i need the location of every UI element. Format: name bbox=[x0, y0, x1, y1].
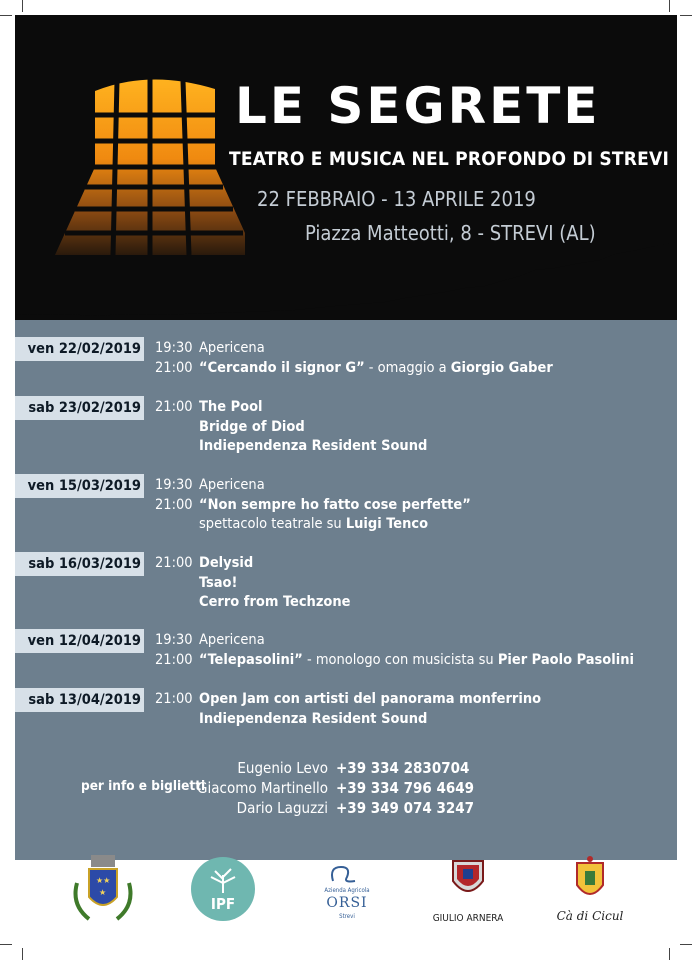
event-date: sab 13/04/2019 bbox=[15, 688, 144, 712]
event-text: Delysid bbox=[199, 555, 254, 571]
event-time: 21:00 bbox=[155, 555, 193, 571]
orsi-subtitle: Azienda Agricola bbox=[324, 887, 370, 894]
event-dates: 22 FEBBRAIO - 13 APRILE 2019 bbox=[257, 187, 536, 211]
event-time: 19:30 bbox=[155, 477, 193, 493]
event-details bbox=[199, 690, 669, 729]
event-line bbox=[199, 437, 669, 457]
event-time: 21:00 bbox=[155, 399, 193, 415]
event-date: ven 12/04/2019 bbox=[15, 629, 144, 653]
event-text: Indiependenza Resident Sound bbox=[199, 438, 428, 454]
contact-list bbox=[195, 758, 645, 818]
contact-phone: +39 334 2830704 bbox=[336, 759, 470, 777]
event-details bbox=[199, 476, 669, 535]
contact-name: Giacomo Martinello bbox=[197, 779, 328, 797]
event-line bbox=[199, 631, 669, 651]
event-time: 21:00 bbox=[155, 496, 193, 513]
tree-icon bbox=[203, 865, 243, 893]
event-text: The Pool bbox=[199, 399, 263, 415]
event-date: ven 22/02/2019 bbox=[15, 337, 144, 361]
event-line bbox=[199, 515, 669, 535]
event-text: Apericena bbox=[199, 340, 265, 356]
event-title: LE SEGRETE bbox=[235, 77, 601, 135]
crop-mark bbox=[0, 15, 12, 16]
contact-name: Dario Laguzzi bbox=[236, 799, 328, 817]
event-time: 21:00 bbox=[155, 359, 193, 376]
event-text: Pier Paolo Pasolini bbox=[497, 651, 634, 668]
event-text: - monologo con musicista su bbox=[302, 651, 498, 668]
giulio-arnera-logo bbox=[413, 857, 523, 927]
event-time: 19:30 bbox=[155, 340, 193, 356]
event-line bbox=[199, 496, 669, 516]
contact-row bbox=[195, 778, 645, 798]
svg-text:★: ★ bbox=[99, 888, 107, 897]
heraldic-crest-icon bbox=[449, 857, 487, 901]
event-text: “Non sempre ho fatto cose perfette” bbox=[199, 496, 471, 513]
crop-mark bbox=[669, 0, 670, 12]
contact-row bbox=[195, 758, 645, 778]
event-times bbox=[155, 631, 199, 670]
ipf-logo bbox=[191, 857, 255, 921]
header-band bbox=[15, 15, 677, 320]
event-line bbox=[199, 651, 669, 671]
arnera-label: GIULIO ARNERA bbox=[432, 913, 504, 924]
event-time: 21:00 bbox=[155, 691, 193, 707]
event-line bbox=[199, 398, 669, 418]
event-times bbox=[155, 554, 199, 574]
event-details bbox=[199, 398, 669, 457]
event-text: Apericena bbox=[199, 632, 265, 648]
event-line bbox=[199, 359, 669, 379]
event-times bbox=[155, 690, 199, 710]
event-text: - omaggio a bbox=[364, 359, 451, 376]
event-subtitle: TEATRO E MUSICA NEL PROFONDO DI STREVI bbox=[229, 148, 670, 170]
event-line bbox=[199, 554, 669, 574]
crop-mark bbox=[22, 948, 23, 960]
event-line bbox=[199, 339, 669, 359]
orsi-logo bbox=[315, 863, 379, 929]
event-text: spettacolo teatrale su bbox=[199, 516, 346, 532]
event-text: Luigi Tenco bbox=[345, 516, 429, 532]
event-time: 19:30 bbox=[155, 632, 193, 648]
event-text: Tsao! bbox=[199, 574, 238, 591]
strevi-coat-of-arms-logo bbox=[67, 853, 139, 925]
event-text: Indiependenza Resident Sound bbox=[199, 710, 428, 727]
crop-mark bbox=[680, 15, 692, 16]
contact-phone: +39 334 796 4649 bbox=[336, 779, 475, 797]
crop-mark bbox=[22, 0, 23, 12]
event-text: Apericena bbox=[199, 477, 265, 493]
event-details bbox=[199, 554, 669, 613]
contact-phone: +39 349 074 3247 bbox=[336, 799, 475, 817]
event-text: Giorgio Gaber bbox=[450, 359, 553, 376]
event-details bbox=[199, 631, 669, 670]
event-date: sab 23/02/2019 bbox=[15, 396, 144, 420]
event-times bbox=[155, 398, 199, 418]
crop-mark bbox=[0, 944, 12, 945]
crop-mark bbox=[680, 944, 692, 945]
poster bbox=[15, 15, 677, 945]
event-times bbox=[155, 476, 199, 515]
contact-name: Eugenio Levo bbox=[237, 759, 328, 777]
crop-mark bbox=[669, 948, 670, 960]
event-line bbox=[199, 593, 669, 613]
event-line bbox=[199, 476, 669, 496]
ca-di-cicul-logo bbox=[545, 855, 635, 929]
cicul-crest-icon bbox=[573, 855, 607, 903]
event-date: sab 16/03/2019 bbox=[15, 552, 144, 576]
info-label: per info e biglietti bbox=[81, 778, 206, 794]
orsi-mark-icon bbox=[327, 863, 361, 885]
orsi-place: Strevi bbox=[339, 913, 355, 920]
event-times bbox=[155, 339, 199, 378]
event-line bbox=[199, 710, 669, 730]
event-time: 21:00 bbox=[155, 651, 193, 668]
event-date: ven 15/03/2019 bbox=[15, 474, 144, 498]
event-venue: Piazza Matteotti, 8 - STREVI (AL) bbox=[305, 221, 596, 245]
orsi-name: ORSI bbox=[326, 895, 368, 911]
event-line bbox=[199, 574, 669, 594]
ipf-label: IPF bbox=[210, 895, 236, 913]
event-text: Cerro from Techzone bbox=[199, 594, 351, 610]
svg-text:★★: ★★ bbox=[96, 876, 111, 885]
event-text: Open Jam con artisti del panorama monferrino bbox=[199, 691, 542, 707]
event-text: “Cercando il signor G” bbox=[199, 359, 365, 376]
event-line bbox=[199, 690, 669, 710]
event-text: “Telepasolini” bbox=[199, 651, 303, 668]
contact-row bbox=[195, 798, 645, 818]
cicul-label: Cà di Cicul bbox=[556, 909, 624, 923]
event-line bbox=[199, 418, 669, 438]
event-text: Bridge of Diod bbox=[199, 418, 305, 435]
barred-window-graphic bbox=[55, 75, 245, 275]
event-details bbox=[199, 339, 669, 378]
